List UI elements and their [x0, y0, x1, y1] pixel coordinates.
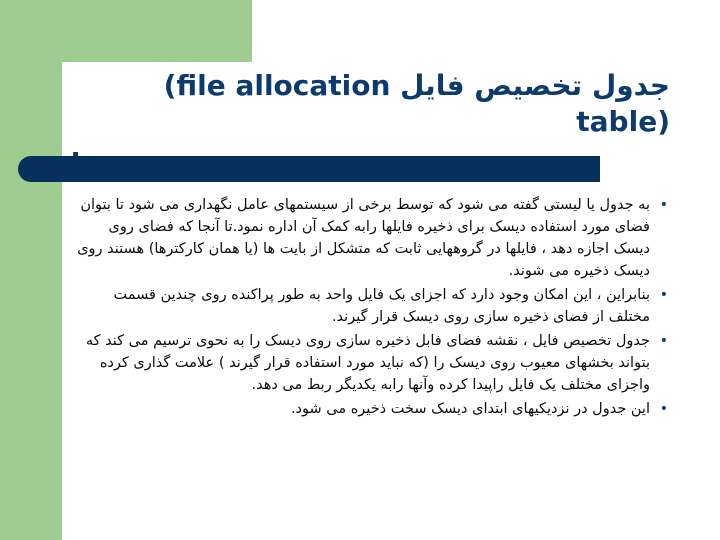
- title-divider-bar: [18, 156, 600, 182]
- title-english: (file allocation table): [163, 69, 670, 138]
- green-left-strip: [0, 0, 62, 540]
- bullet-text: بنابراین ، این امکان وجود دارد که اجزای یک فایل واحد به طور پراکنده روی چندین قسمت مختلف از فضای ذخیره سازی روی دیسک قرار گیرند.: [113, 287, 650, 325]
- bullet-item: [70, 398, 668, 420]
- bullet-item: [70, 284, 668, 328]
- bullet-item: [70, 330, 668, 396]
- bullet-icon: •: [659, 197, 668, 213]
- bullet-icon: •: [659, 333, 668, 349]
- bullet-item: [70, 194, 668, 282]
- bullet-icon: •: [659, 401, 668, 417]
- bullet-text: به جدول یا لیستی گفته می شود که توسط برخی از سیستمهای عامل نگهداری می شود تا بتوان فضای مورد استفاده دیسک برای ذخیره فایلها رابه کمک آن اداره نمود.تا آنجا که فضای روی دیسک اجازه دهد ، فایلها در گروههایی ثابت که متشکل از بایت ها (یا همان کارکترها) هستند روی دیسک ذخیره می شوند.: [77, 197, 650, 279]
- bullet-text: این جدول در نزدیکیهای ابتدای دیسک سخت ذخیره می شود.: [290, 401, 650, 417]
- bullet-icon: •: [659, 287, 668, 303]
- slide-body: [70, 194, 668, 422]
- bullet-list: [70, 194, 668, 420]
- bullet-text: جدول تخصیص فایل ، نقشه فضای فابل ذخیره سازی روی دیسک را به نحوی ترسیم می کند که بتواند بخشهای معیوب روی دیسک را (که نباید مورد استفاده قرار گیرند ) علامت گذاری کرده واجزای مختلف یک فایل راپیدا کرده وآنها رابه یکدیگر ربط می دهد.: [85, 333, 650, 393]
- title-persian: جدول تخصیص فایل: [390, 69, 670, 102]
- green-top-block: [0, 0, 252, 62]
